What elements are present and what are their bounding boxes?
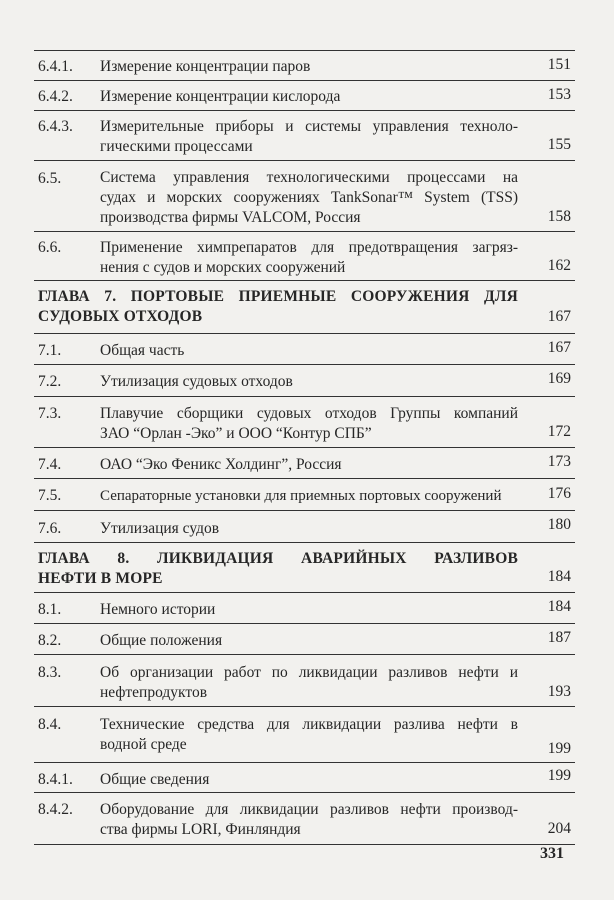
entry-page: 199 [547,740,571,757]
entry-page: 158 [547,208,571,225]
entry-number: 7.6. [38,520,62,537]
toc-chapter-7[interactable] [34,281,575,334]
entry-number: 8.4. [38,716,62,733]
entry-number: 6.4.2. [38,88,73,105]
toc-entry-8-2[interactable] [34,624,575,655]
entry-number: 7.5. [38,487,62,504]
entry-page: 204 [547,820,571,837]
entry-page: 167 [547,308,571,325]
entry-number: 7.4. [38,456,62,473]
entry-number: 8.4.1. [38,771,73,788]
toc-entry-7-4[interactable] [34,448,575,479]
toc-entry-6-4-2[interactable] [34,81,575,111]
entry-title: Утилизация судов [100,520,220,537]
chapter-title: ГЛАВА 8. ЛИКВИДАЦИЯ АВАРИЙНЫХ РАЗЛИВОВ НЕФТИ В МОРЕ [38,550,518,587]
toc-entry-8-1[interactable] [34,593,575,624]
toc-entry-6-4-3[interactable] [34,111,575,161]
entry-title: Общая часть [100,342,185,359]
entry-number: 8.4.2. [38,801,73,818]
entry-number: 6.5. [38,170,62,187]
entry-title: Применение химпрепаратов для предотвращения загряз- нения с судов и морских сооружений [100,239,518,276]
entry-page: 167 [547,339,571,356]
toc-entry-6-4-1[interactable] [34,51,575,81]
entry-title: Технические средства для ликвидации разлива нефти в водной среде [100,716,518,753]
toc-entry-7-3[interactable] [34,397,575,448]
toc-entry-8-4[interactable] [34,707,575,763]
toc-entry-8-3[interactable] [34,655,575,707]
toc-entry-7-2[interactable] [34,365,575,397]
chapter-title: ГЛАВА 7. ПОРТОВЫЕ ПРИЕМНЫЕ СООРУЖЕНИЯ ДЛЯ СУДОВЫХ ОТХОДОВ [38,288,518,325]
entry-page: 184 [547,568,571,585]
entry-title: Немного истории [100,601,216,618]
entry-number: 7.1. [38,342,62,359]
entry-page: 153 [547,86,571,103]
page-number: 331 [540,845,564,862]
entry-page: 155 [547,136,571,153]
toc-entry-8-4-1[interactable] [34,763,575,793]
entry-title: Система управления технологическими процессами на судах и морских сооружениях TankSonar™ System (TSS) производства фирмы VALCOM, Россия [100,169,518,226]
entry-page: 151 [547,56,571,73]
toc-entry-8-4-2[interactable] [34,793,575,845]
toc-entry-7-6[interactable] [34,511,575,543]
entry-number: 6.4.1. [38,58,73,75]
entry-number: 7.3. [38,405,62,422]
entry-title: Сепараторные установки для приемных портовых сооружений [100,488,502,504]
entry-title: Измерение концентрации кислорода [100,88,341,105]
entry-page: 184 [547,598,571,615]
entry-number: 6.4.3. [38,118,73,135]
toc-entry-7-5[interactable] [34,479,575,511]
entry-page: 162 [547,257,571,274]
entry-title: Оборудование для ликвидации разливов нефти производ- ства фирмы LORI, Финляндия [100,801,518,838]
entry-title: Об организации работ по ликвидации разливов нефти и нефтепродуктов [100,664,518,701]
entry-title: Плавучие сборщики судовых отходов Группы компаний ЗАО “Орлан -Эко” и ООО “Контур СПБ” [100,405,518,442]
entry-page: 187 [547,629,571,646]
entry-page: 172 [547,423,571,440]
toc-entry-6-5[interactable] [34,161,575,232]
entry-page: 180 [547,516,571,533]
entry-number: 7.2. [38,373,62,390]
entry-number: 8.3. [38,664,62,681]
entry-title: ОАО “Эко Феникс Холдинг”, Россия [100,456,342,473]
entry-title: Общие сведения [100,771,210,788]
entry-number: 6.6. [38,239,62,256]
entry-page: 173 [547,453,571,470]
entry-title: Измерительные приборы и системы управления техноло- гическими процессами [100,118,518,155]
toc-entry-7-1[interactable] [34,334,575,365]
toc-entry-6-6[interactable] [34,232,575,281]
entry-page: 193 [547,683,571,700]
entry-number: 8.2. [38,632,62,649]
table-of-contents [34,50,575,845]
toc-chapter-8[interactable] [34,543,575,593]
entry-title: Измерение концентрации паров [100,58,311,75]
entry-page: 169 [547,370,571,387]
entry-number: 8.1. [38,601,62,618]
entry-title: Утилизация судовых отходов [100,373,293,390]
entry-page: 176 [547,485,571,502]
entry-page: 199 [547,767,571,784]
entry-title: Общие положения [100,632,223,649]
